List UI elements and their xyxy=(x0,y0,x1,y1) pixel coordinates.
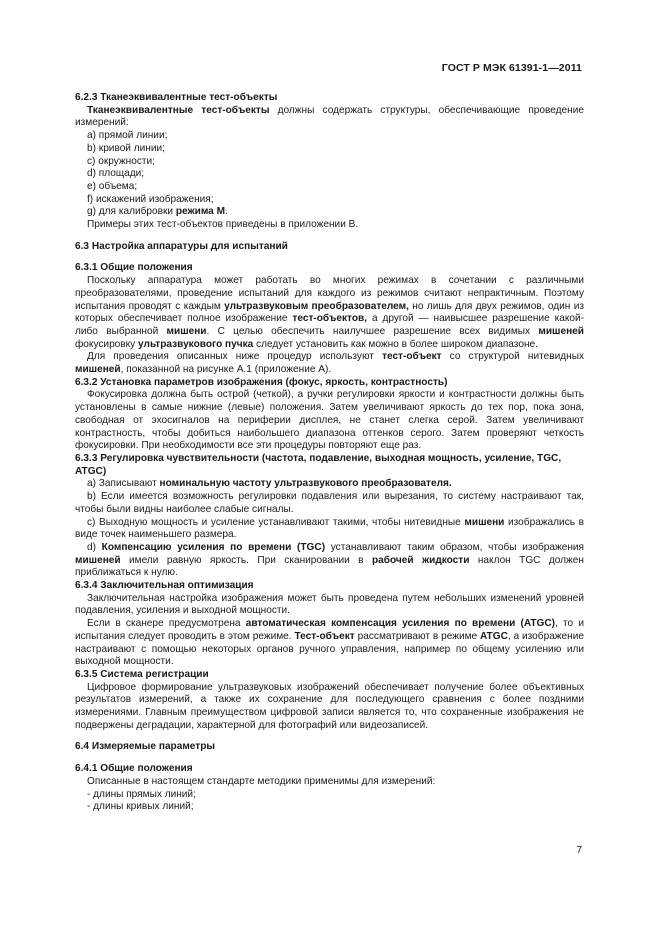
section-heading-6-2-3: 6.2.3 Тканеэквивалентные тест-объекты xyxy=(75,92,278,103)
section-heading-6-3-5: 6.3.5 Система регистрации xyxy=(75,668,209,680)
paragraph: Фокусировка должна быть острой (четкой), а ручки регулировки яркости и контрастности должны быть установлены в самые нижние (левые) положения. Затем увеличивают яркость до тех пор, пока зона, свободная от эхосигналов на периферии дисплея, не станет слегка серой. Затем увеличивают контрастность, чтобы добиться наибольшего диапазона оттенков серого. Затем проверяют четкость фокусировки. При необходимости все эти процедуры повторяют еще раз. xyxy=(75,389,584,452)
text-run: . xyxy=(225,206,228,218)
paragraph: Если в сканере предусмотрена автоматическая компенсация усиления по времени (ATGC), то и испытания следует проводить в этом режиме. Тест-объект рассматривают в режиме ATGC, а изображение настраивают с помощью некоторых органов ручного управления, например по общему усилению или выходной мощности. xyxy=(75,618,585,668)
list-item xyxy=(75,206,584,219)
document-code-header: ГОСТ Р МЭК 61391-1—2011 xyxy=(441,62,582,74)
text-run: g) для калибровки xyxy=(87,206,176,218)
list-item: d) Компенсацию усиления по времени (TGC) устанавливают таким образом, чтобы изображения мишеней имели равную яркость. При сканировании в рабочей жидкости наклон TGC должен приближаться к нулю. xyxy=(75,541,585,579)
paragraph: Для проведения описанных ниже процедур используют тест-объект со структурой нитевидных мишеней, показанной на рисунке А.1 (приложение А). xyxy=(75,351,584,376)
section-heading-6-3-2: 6.3.2 Установка параметров изображения (фокус, яркость, контрастность) xyxy=(75,376,448,388)
list-item: - длины кривых линий; xyxy=(87,801,194,813)
list-item: b) Если имеется возможность регулировки подавления или вырезания, то систему настраивают так, чтобы были видны наиболее слабые сигналы. xyxy=(75,491,584,515)
paragraph: Примеры этих тест-объектов приведены в приложении В. xyxy=(87,219,359,231)
page-number: 7 xyxy=(576,845,582,856)
section-heading-6-3: 6.3 Настройка аппаратуры для испытаний xyxy=(75,240,288,252)
section-heading-6-3-1: 6.3.1 Общие положения xyxy=(75,262,193,274)
page-body xyxy=(75,92,584,814)
text-run: должны содержать структуры, обеспечивающие проведение измерений: xyxy=(75,104,584,129)
bold-term: Тканеэквивалентные тест-объекты xyxy=(87,104,270,116)
list-item: - длины прямых линий; xyxy=(87,788,196,800)
section-heading-6-3-4: 6.3.4 Заключительная оптимизация xyxy=(75,580,254,592)
paragraph: Описанные в настоящем стандарте методики применимы для измерений: xyxy=(87,775,436,787)
section-heading-6-4-1: 6.4.1 Общие положения xyxy=(75,763,193,775)
list-item: d) площади; xyxy=(87,168,145,180)
list-item: с) Выходную мощность и усиление устанавливают такими, чтобы нитевидные мишени изображались в виде точек наименьшего размера. xyxy=(75,516,584,541)
section-heading-6-3-3: 6.3.3 Регулировка чувствительности (частота, подавление, выходная мощность, усиление, TGC, ATGC) xyxy=(75,452,562,477)
list-item: а) Записывают номинальную частоту ультразвукового преобразователя. xyxy=(87,478,452,490)
bold-term: режима М xyxy=(175,206,226,218)
list-item: е) объема; xyxy=(87,180,138,192)
paragraph xyxy=(75,105,584,130)
list-item: f) искажений изображения; xyxy=(87,193,214,205)
section-heading-6-4: 6.4 Измеряемые параметры xyxy=(75,741,216,753)
list-item: b) кривой линии; xyxy=(87,142,165,154)
paragraph: Цифровое формирование ультразвуковых изображений обеспечивает получение более объективных результатов измерений, а также их сохранение для последующего сравнения с более поздними измерениями. Главным преимуществом цифровой записи является то, что сохраненные изображения не подвержены деградации, характерной для фотографий или видеозаписей. xyxy=(75,681,584,731)
list-item: а) прямой линии; xyxy=(87,130,168,142)
paragraph: Заключительная настройка изображения может быть проведена путем небольших изменений уровней подавления, усиления и выходной мощности. xyxy=(75,592,584,617)
paragraph: Поскольку аппаратура может работать во многих режимах в сочетании с различными преобразователями, проведение испытаний для каждого из режимов считают непрактичным. Поэтому испытания проводят с каждым ультразвуковым преобразователем, но лишь для двух режимов, один из которых обеспечивает полное изображение тест-объектов, а другой — наивысшее разрешение какой-либо выбранной мишени. С целью обеспечить наилучшее разрешение всех видимых мишеней фокусировку ультразвукового пучка следует установить как можно в более широком диапазоне. xyxy=(75,275,584,350)
list-item: с) окружности; xyxy=(87,155,155,167)
